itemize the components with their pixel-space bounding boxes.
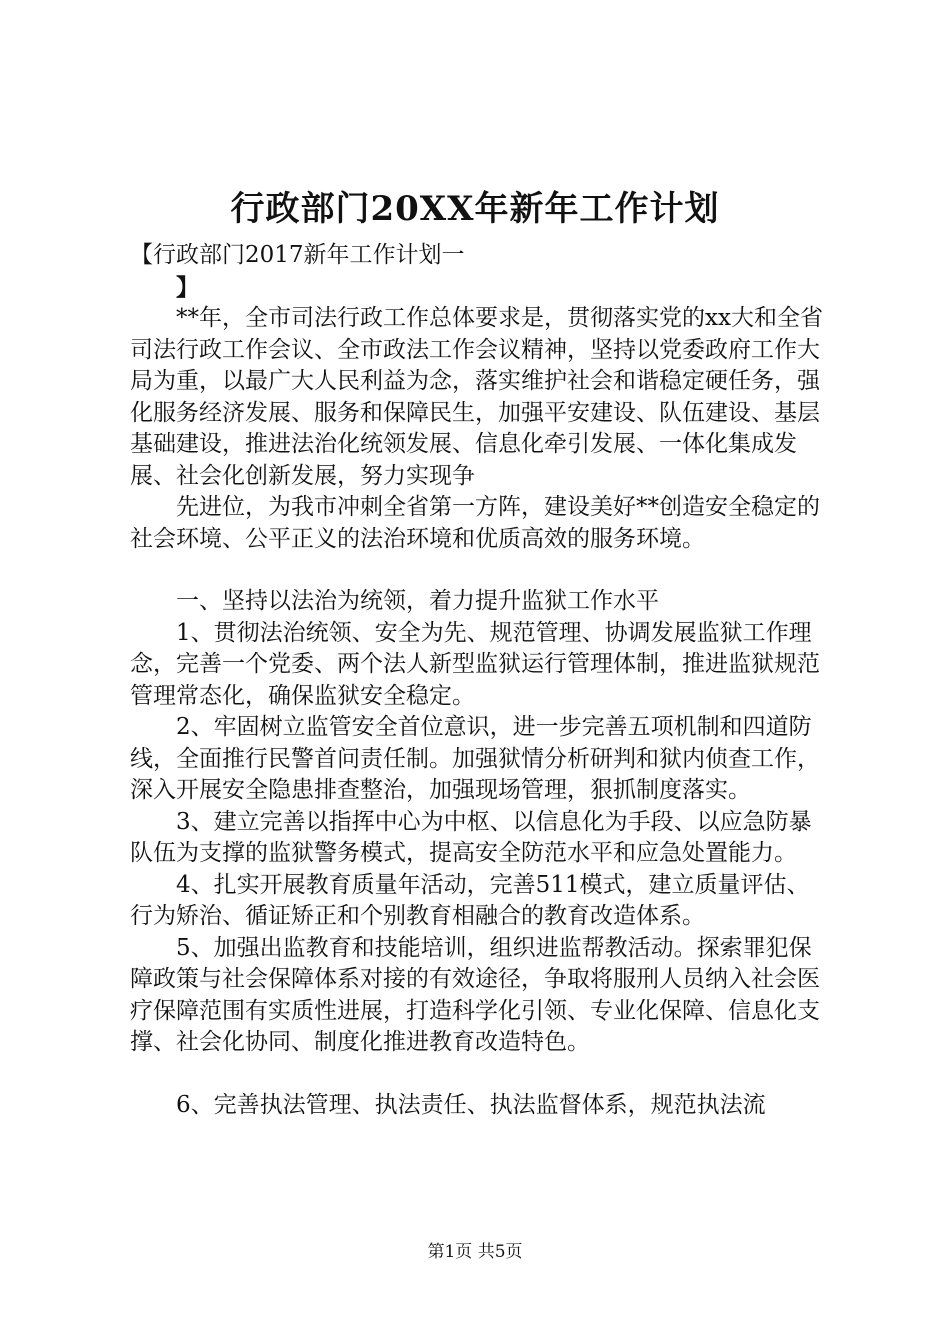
page-number-footer: 第1页 共5页 [427,1242,523,1262]
paragraph-item-4: 4、扎实开展教育质量年活动，完善511模式，建立质量评估、行为矫治、循证矫正和个别教育相融合的教育改造体系。 [130,871,810,929]
paragraph-item-2: 2、牢固树立监管安全首位意识，进一步完善五项机制和四道防线，全面推行民警首问责任制。加强狱情分析研判和狱内侦查工作，深入开展安全隐患排查整治，加强现场管理，狠抓制度落实。 [130,714,820,803]
subtitle-close: 】 [176,273,199,301]
subtitle-open: 【行政部门2017新年工作计划一 [130,242,465,268]
document-title: 行政部门20XX年新年工作计划 [230,189,720,229]
paragraph-intro-continued: 先进位，为我市冲刺全省第一方阵，建设美好**创造安全稳定的社会环境、公平正义的法治环境和优质高效的服务环境。 [130,494,820,552]
paragraph-item-6: 6、完善执法管理、执法责任、执法监督体系，规范执法流 [176,1091,766,1118]
section-heading-1: 一、坚持以法治为统领，着力提升监狱工作水平 [176,588,659,614]
paragraph-item-1: 1、贯彻法治统领、安全为先、规范管理、协调发展监狱工作理念，完善一个党委、两个法人新型监狱运行管理体制，推进监狱规范管理常态化，确保监狱安全稳定。 [130,619,820,709]
document-body [130,240,830,1121]
paragraph-intro: **年，全市司法行政工作总体要求是，贯彻落实党的xx大和全省司法行政工作会议、全市政法工作会议精神，坚持以党委政府工作大局为重，以最广大人民利益为念，落实维护社会和谐稳定硬任务，强化服务经济发展、服务和保障民生，加强平安建设、队伍建设、基层基础建设，推进法治化统领发展、信息化牵引发展、一体化集成发展、社会化创新发展，努力实现争 [130,305,823,489]
paragraph-item-5: 5、加强出监教育和技能培训，组织进监帮教活动。探索罪犯保障政策与社会保障体系对接的有效途径，争取将服刑人员纳入社会医疗保障范围有实质性进展，打造科学化引领、专业化保障、信息化支撑、社会化协同、制度化推进教育改造特色。 [130,934,820,1055]
paragraph-item-3: 3、建立完善以指挥中心为中枢、以信息化为手段、以应急防暴队伍为支撑的监狱警务模式，提高安全防范水平和应急处置能力。 [130,808,812,866]
